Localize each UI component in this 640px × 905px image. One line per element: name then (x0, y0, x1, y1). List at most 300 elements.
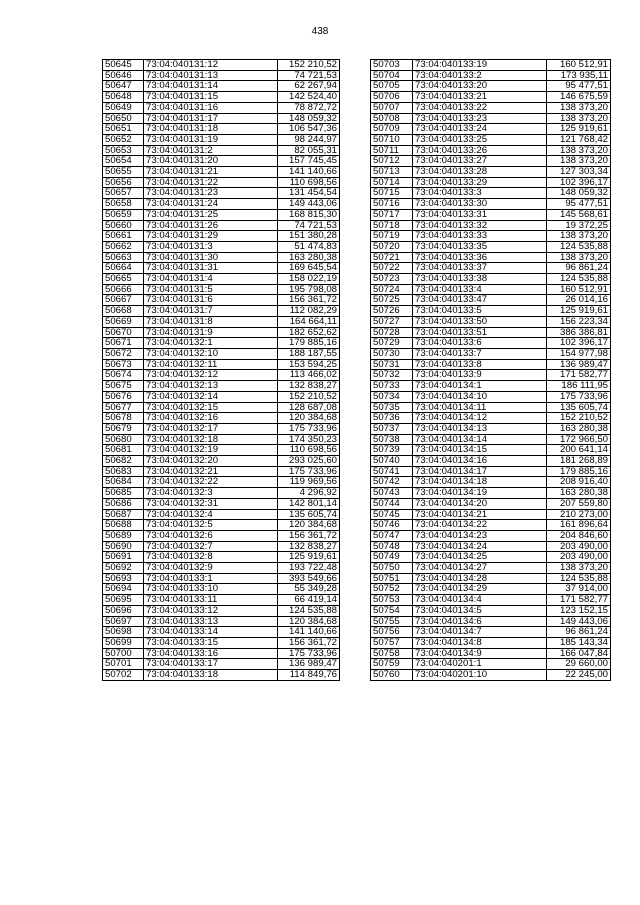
cadastral-number: 73:04:040134:14 (413, 434, 547, 445)
table-row (371, 167, 611, 178)
cadastral-number: 73:04:040133:11 (144, 595, 278, 606)
row-number: 50722 (371, 263, 413, 274)
row-number: 50757 (371, 637, 413, 648)
table-row (103, 241, 340, 252)
cadastral-number: 73:04:040132:4 (144, 509, 278, 520)
row-number: 50658 (103, 199, 144, 210)
row-number: 50715 (371, 188, 413, 199)
cadastral-number: 73:04:040131:31 (144, 263, 278, 274)
cadastral-number: 73:04:040134:6 (413, 616, 547, 627)
cadastral-number: 73:04:040132:11 (144, 359, 278, 370)
row-number: 50712 (371, 156, 413, 167)
cadastral-value: 152 210,52 (278, 60, 340, 71)
cadastral-value: 95 477,51 (547, 81, 611, 92)
cadastral-value: 135 605,74 (278, 509, 340, 520)
row-number: 50743 (371, 488, 413, 499)
row-number: 50662 (103, 241, 144, 252)
cadastral-number: 73:04:040133:32 (413, 220, 547, 231)
table-row (103, 348, 340, 359)
table-row (103, 156, 340, 167)
row-number: 50671 (103, 338, 144, 349)
row-number: 50691 (103, 552, 144, 563)
table-row (371, 488, 611, 499)
cadastral-number: 73:04:040133:31 (413, 209, 547, 220)
cadastral-value: 123 152,15 (547, 605, 611, 616)
table-row (371, 102, 611, 113)
cadastral-value: 19 372,25 (547, 220, 611, 231)
table-row (371, 220, 611, 231)
row-number: 50752 (371, 584, 413, 595)
row-number: 50745 (371, 509, 413, 520)
cadastral-number: 73:04:040131:3 (144, 241, 278, 252)
cadastral-number: 73:04:040131:5 (144, 284, 278, 295)
cadastral-number: 73:04:040134:5 (413, 605, 547, 616)
cadastral-number: 73:04:040132:18 (144, 434, 278, 445)
cadastral-number: 73:04:040134:11 (413, 402, 547, 413)
table-row (103, 488, 340, 499)
cadastral-number: 73:04:040133:29 (413, 177, 547, 188)
cadastral-number: 73:04:040134:12 (413, 413, 547, 424)
cadastral-number: 73:04:040134:10 (413, 391, 547, 402)
row-number: 50681 (103, 445, 144, 456)
table-row (103, 124, 340, 135)
cadastral-value: 125 919,61 (278, 552, 340, 563)
table-row (103, 520, 340, 531)
row-number: 50747 (371, 530, 413, 541)
cadastral-value: 160 512,91 (547, 60, 611, 71)
cadastral-number: 73:04:040133:4 (413, 284, 547, 295)
row-number: 50697 (103, 616, 144, 627)
cadastral-number: 73:04:040201:10 (413, 670, 547, 681)
cadastral-number: 73:04:040133:28 (413, 167, 547, 178)
cadastral-number: 73:04:040131:15 (144, 92, 278, 103)
cadastral-number: 73:04:040131:30 (144, 252, 278, 263)
table-row (103, 541, 340, 552)
table-row (103, 81, 340, 92)
row-number: 50755 (371, 616, 413, 627)
cadastral-number: 73:04:040133:36 (413, 252, 547, 263)
table-row (371, 370, 611, 381)
cadastral-number: 73:04:040133:17 (144, 659, 278, 670)
cadastral-number: 73:04:040133:22 (413, 102, 547, 113)
cadastral-value: 186 111,95 (547, 381, 611, 392)
table-row (103, 60, 340, 71)
cadastral-number: 73:04:040134:15 (413, 445, 547, 456)
row-number: 50679 (103, 423, 144, 434)
table-row (103, 563, 340, 574)
cadastral-value: 163 280,38 (278, 252, 340, 263)
cadastral-value: 156 361,72 (278, 530, 340, 541)
cadastral-number: 73:04:040134:19 (413, 488, 547, 499)
row-number: 50706 (371, 92, 413, 103)
row-number: 50696 (103, 605, 144, 616)
cadastral-number: 73:04:040131:14 (144, 81, 278, 92)
table-row (103, 552, 340, 563)
cadastral-number: 73:04:040134:29 (413, 584, 547, 595)
row-number: 50677 (103, 402, 144, 413)
table-row (103, 167, 340, 178)
cadastral-number: 73:04:040134:16 (413, 456, 547, 467)
row-number: 50760 (371, 670, 413, 681)
row-number: 50686 (103, 498, 144, 509)
row-number: 50682 (103, 456, 144, 467)
cadastral-value: 175 733,96 (278, 423, 340, 434)
row-number: 50741 (371, 466, 413, 477)
table-row (103, 573, 340, 584)
row-number: 50659 (103, 209, 144, 220)
cadastral-number: 73:04:040133:30 (413, 199, 547, 210)
cadastral-value: 29 660,00 (547, 659, 611, 670)
table-row (371, 413, 611, 424)
row-number: 50734 (371, 391, 413, 402)
cadastral-number: 73:04:040131:16 (144, 102, 278, 113)
cadastral-number: 73:04:040134:18 (413, 477, 547, 488)
table-row (103, 327, 340, 338)
row-number: 50758 (371, 648, 413, 659)
table-row (371, 134, 611, 145)
table-row (103, 113, 340, 124)
table-row (103, 605, 340, 616)
cadastral-number: 73:04:040133:10 (144, 584, 278, 595)
table-row (371, 616, 611, 627)
row-number: 50740 (371, 456, 413, 467)
cadastral-value: 393 549,66 (278, 573, 340, 584)
cadastral-number: 73:04:040131:17 (144, 113, 278, 124)
cadastral-value: 120 384,68 (278, 520, 340, 531)
row-number: 50730 (371, 348, 413, 359)
cadastral-value: 141 140,66 (278, 627, 340, 638)
table-row (103, 70, 340, 81)
cadastral-value: 200 641,14 (547, 445, 611, 456)
table-row (371, 670, 611, 681)
cadastral-value: 174 350,23 (278, 434, 340, 445)
cadastral-value: 179 885,16 (278, 338, 340, 349)
cadastral-number: 73:04:040132:6 (144, 530, 278, 541)
cadastral-number: 73:04:040134:24 (413, 541, 547, 552)
cadastral-value: 145 568,61 (547, 209, 611, 220)
cadastral-number: 73:04:040132:31 (144, 498, 278, 509)
cadastral-value: 106 547,36 (278, 124, 340, 135)
row-number: 50735 (371, 402, 413, 413)
row-number: 50732 (371, 370, 413, 381)
cadastral-number: 73:04:040131:6 (144, 295, 278, 306)
cadastral-number: 73:04:040134:23 (413, 530, 547, 541)
table-row (371, 348, 611, 359)
cadastral-number: 73:04:040131:2 (144, 145, 278, 156)
cadastral-value: 124 535,88 (278, 605, 340, 616)
table-row (103, 209, 340, 220)
cadastral-value: 125 919,61 (547, 306, 611, 317)
cadastral-value: 157 745,45 (278, 156, 340, 167)
table-row (103, 145, 340, 156)
cadastral-value: 124 535,88 (547, 241, 611, 252)
table-row (103, 102, 340, 113)
cadastral-number: 73:04:040133:50 (413, 316, 547, 327)
table-row (371, 423, 611, 434)
row-number: 50708 (371, 113, 413, 124)
row-number: 50759 (371, 659, 413, 670)
row-number: 50656 (103, 177, 144, 188)
table-row (371, 659, 611, 670)
row-number: 50657 (103, 188, 144, 199)
table-row (103, 188, 340, 199)
cadastral-number: 73:04:040131:9 (144, 327, 278, 338)
cadastral-value: 4 296,92 (278, 488, 340, 499)
table-row (371, 573, 611, 584)
row-number: 50650 (103, 113, 144, 124)
row-number: 50739 (371, 445, 413, 456)
table-row (103, 456, 340, 467)
row-number: 50736 (371, 413, 413, 424)
row-number: 50649 (103, 102, 144, 113)
row-number: 50756 (371, 627, 413, 638)
row-number: 50714 (371, 177, 413, 188)
table-row (103, 445, 340, 456)
row-number: 50651 (103, 124, 144, 135)
cadastral-value: 102 396,17 (547, 177, 611, 188)
row-number: 50750 (371, 563, 413, 574)
cadastral-number: 73:04:040133:26 (413, 145, 547, 156)
cadastral-value: 138 373,20 (547, 156, 611, 167)
cadastral-value: 203 490,00 (547, 552, 611, 563)
table-row (103, 370, 340, 381)
cadastral-number: 73:04:040131:21 (144, 167, 278, 178)
cadastral-number: 73:04:040133:8 (413, 359, 547, 370)
table-row (371, 595, 611, 606)
row-number: 50688 (103, 520, 144, 531)
table-row (371, 263, 611, 274)
cadastral-value: 185 143,34 (547, 637, 611, 648)
row-number: 50684 (103, 477, 144, 488)
table-row (103, 627, 340, 638)
cadastral-number: 73:04:040133:23 (413, 113, 547, 124)
cadastral-number: 73:04:040132:14 (144, 391, 278, 402)
row-number: 50683 (103, 466, 144, 477)
cadastral-number: 73:04:040133:13 (144, 616, 278, 627)
table-row (103, 530, 340, 541)
row-number: 50652 (103, 134, 144, 145)
cadastral-value: 161 896,64 (547, 520, 611, 531)
row-number: 50665 (103, 274, 144, 285)
row-number: 50664 (103, 263, 144, 274)
table-row (103, 284, 340, 295)
cadastral-value: 51 474,83 (278, 241, 340, 252)
row-number: 50680 (103, 434, 144, 445)
table-row (371, 434, 611, 445)
table-row (371, 156, 611, 167)
cadastral-value: 66 419,14 (278, 595, 340, 606)
cadastral-value: 120 384,68 (278, 616, 340, 627)
cadastral-number: 73:04:040132:8 (144, 552, 278, 563)
row-number: 50726 (371, 306, 413, 317)
table-row (371, 498, 611, 509)
cadastral-number: 73:04:040133:12 (144, 605, 278, 616)
table-row (371, 552, 611, 563)
cadastral-value: 179 885,16 (547, 466, 611, 477)
row-number: 50738 (371, 434, 413, 445)
cadastral-number: 73:04:040133:14 (144, 627, 278, 638)
cadastral-number: 73:04:040133:16 (144, 648, 278, 659)
cadastral-number: 73:04:040132:20 (144, 456, 278, 467)
row-number: 50754 (371, 605, 413, 616)
cadastral-number: 73:04:040133:20 (413, 81, 547, 92)
row-number: 50704 (371, 70, 413, 81)
cadastral-value: 152 210,52 (547, 413, 611, 424)
cadastral-number: 73:04:040131:29 (144, 231, 278, 242)
table-row (371, 477, 611, 488)
row-number: 50748 (371, 541, 413, 552)
cadastral-value: 110 698,56 (278, 445, 340, 456)
cadastral-number: 73:04:040132:3 (144, 488, 278, 499)
cadastral-value: 138 373,20 (547, 113, 611, 124)
row-number: 50711 (371, 145, 413, 156)
row-number: 50661 (103, 231, 144, 242)
cadastral-number: 73:04:040132:21 (144, 466, 278, 477)
table-row (371, 295, 611, 306)
cadastral-value: 110 698,56 (278, 177, 340, 188)
cadastral-number: 73:04:040131:7 (144, 306, 278, 317)
cadastral-value: 148 059,32 (547, 188, 611, 199)
cadastral-value: 158 022,19 (278, 274, 340, 285)
cadastral-value: 96 861,24 (547, 263, 611, 274)
cadastral-value: 169 645,54 (278, 263, 340, 274)
cadastral-number: 73:04:040134:13 (413, 423, 547, 434)
table-row (371, 509, 611, 520)
table-row (371, 306, 611, 317)
cadastral-value: 210 273,00 (547, 509, 611, 520)
table-row (371, 530, 611, 541)
cadastral-value: 124 535,88 (547, 573, 611, 584)
row-number: 50692 (103, 563, 144, 574)
table-row (371, 648, 611, 659)
table-row (103, 670, 340, 681)
row-number: 50729 (371, 338, 413, 349)
cadastral-value: 156 223,34 (547, 316, 611, 327)
table-row (103, 466, 340, 477)
cadastral-value: 386 386,81 (547, 327, 611, 338)
row-number: 50724 (371, 284, 413, 295)
table-row (371, 456, 611, 467)
row-number: 50695 (103, 595, 144, 606)
table-row (371, 445, 611, 456)
cadastral-value: 26 014,16 (547, 295, 611, 306)
page-number: 438 (311, 26, 329, 37)
table-row (103, 338, 340, 349)
cadastral-value: 78 872,72 (278, 102, 340, 113)
cadastral-value: 193 722,48 (278, 563, 340, 574)
cadastral-value: 132 838,27 (278, 541, 340, 552)
row-number: 50727 (371, 316, 413, 327)
cadastral-value: 125 919,61 (547, 124, 611, 135)
cadastral-number: 73:04:040132:5 (144, 520, 278, 531)
cadastral-number: 73:04:040131:12 (144, 60, 278, 71)
row-number: 50702 (103, 670, 144, 681)
cadastral-value: 102 396,17 (547, 338, 611, 349)
cadastral-value: 136 989,47 (547, 359, 611, 370)
cadastral-value: 168 815,30 (278, 209, 340, 220)
row-number: 50690 (103, 541, 144, 552)
cadastral-value: 22 245,00 (547, 670, 611, 681)
cadastral-number: 73:04:040133:27 (413, 156, 547, 167)
row-number: 50660 (103, 220, 144, 231)
table-row (103, 509, 340, 520)
table-row (371, 284, 611, 295)
cadastral-value: 164 664,11 (278, 316, 340, 327)
row-number: 50672 (103, 348, 144, 359)
row-number: 50666 (103, 284, 144, 295)
row-number: 50646 (103, 70, 144, 81)
cadastral-number: 73:04:040133:15 (144, 637, 278, 648)
cadastral-value: 148 059,32 (278, 113, 340, 124)
cadastral-number: 73:04:040131:20 (144, 156, 278, 167)
cadastral-value: 74 721,53 (278, 220, 340, 231)
cadastral-number: 73:04:040133:2 (413, 70, 547, 81)
cadastral-number: 73:04:040131:22 (144, 177, 278, 188)
cadastral-number: 73:04:040132:1 (144, 338, 278, 349)
table-row (103, 402, 340, 413)
cadastral-value: 146 675,59 (547, 92, 611, 103)
table-row (103, 434, 340, 445)
row-number: 50707 (371, 102, 413, 113)
cadastral-value: 120 384,68 (278, 413, 340, 424)
table-row (103, 498, 340, 509)
cadastral-value: 154 977,98 (547, 348, 611, 359)
row-number: 50678 (103, 413, 144, 424)
cadastral-number: 73:04:040133:47 (413, 295, 547, 306)
cadastral-value: 203 490,00 (547, 541, 611, 552)
cadastral-number: 73:04:040132:15 (144, 402, 278, 413)
row-number: 50725 (371, 295, 413, 306)
table-row (371, 177, 611, 188)
cadastral-number: 73:04:040134:8 (413, 637, 547, 648)
cadastral-value: 131 454,54 (278, 188, 340, 199)
cadastral-number: 73:04:040134:22 (413, 520, 547, 531)
row-number: 50653 (103, 145, 144, 156)
row-number: 50737 (371, 423, 413, 434)
cadastral-number: 73:04:040131:13 (144, 70, 278, 81)
cadastral-number: 73:04:040133:1 (144, 573, 278, 584)
row-number: 50645 (103, 60, 144, 71)
cadastral-number: 73:04:040133:51 (413, 327, 547, 338)
cadastral-value: 293 025,60 (278, 456, 340, 467)
table-row (371, 541, 611, 552)
table-row (371, 637, 611, 648)
row-number: 50674 (103, 370, 144, 381)
cadastral-number: 73:04:040133:19 (413, 60, 547, 71)
table-row (371, 563, 611, 574)
row-number: 50744 (371, 498, 413, 509)
cadastral-value: 128 687,08 (278, 402, 340, 413)
cadastral-number: 73:04:040134:1 (413, 381, 547, 392)
row-number: 50693 (103, 573, 144, 584)
cadastral-value: 188 187,55 (278, 348, 340, 359)
cadastral-value: 163 280,38 (547, 488, 611, 499)
cadastral-value: 153 594,25 (278, 359, 340, 370)
cadastral-value: 114 849,76 (278, 670, 340, 681)
cadastral-value: 173 935,11 (547, 70, 611, 81)
cadastral-number: 73:04:040134:25 (413, 552, 547, 563)
row-number: 50699 (103, 637, 144, 648)
table-row (371, 241, 611, 252)
table-row (371, 188, 611, 199)
row-number: 50669 (103, 316, 144, 327)
cadastral-value: 175 733,96 (278, 466, 340, 477)
table-row (103, 413, 340, 424)
cadastral-value: 98 244,97 (278, 134, 340, 145)
table-row (371, 359, 611, 370)
row-number: 50703 (371, 60, 413, 71)
row-number: 50685 (103, 488, 144, 499)
